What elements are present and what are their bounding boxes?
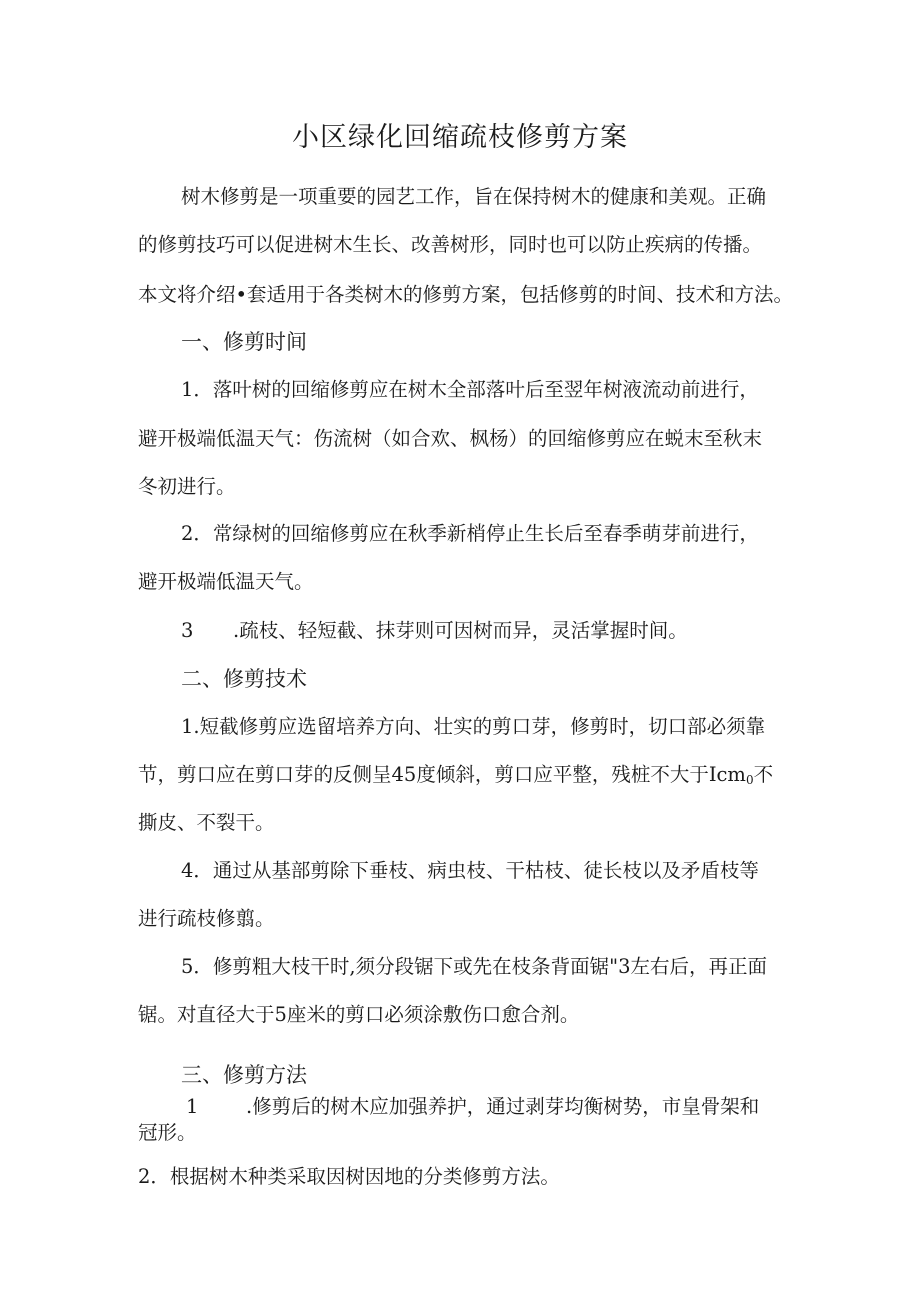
section-heading-technique: 二、修剪技术: [181, 667, 307, 691]
time-item-1-line: 冬初进行。: [138, 475, 236, 498]
time-item-3-number: 3: [181, 619, 194, 642]
time-item-2-line: 避开极端低温天气。: [138, 570, 314, 593]
time-item-1-line: 1．落叶树的回缩修剪应在树木全部落叶后至翌年树液流动前进行，: [181, 378, 759, 401]
intro-line: 的修剪技巧可以促进树木生长、改善树形，同时也可以防止疾病的传播。: [138, 233, 763, 256]
time-item-3-text: .疏枝、轻短截、抹芽则可因树而异，灵活掌握时间。: [233, 619, 688, 642]
technique-item-1-line: 1.短截修剪应选留培养方向、壮实的剪口芽，修剪时，切口部必须靠: [181, 715, 766, 738]
section-heading-method: 三、修剪方法: [181, 1063, 307, 1087]
document-title: 小区绿化回缩疏枝修剪方案: [292, 122, 628, 153]
section-heading-time: 一、修剪时间: [181, 330, 307, 354]
technique-item-4-line: 4．通过从基部剪除下垂枝、病虫枝、干枯枝、徒长枝以及矛盾枝等: [181, 859, 759, 882]
method-item-1-text: .修剪后的树木应加强养护，通过剥芽均衡树势，市皇骨架和: [246, 1095, 760, 1118]
method-item-2-line: 2．根据树木种类采取因树因地的分类修剪方法。: [138, 1165, 560, 1188]
technique-item-5-line: 锯。对直径大于5座米的剪口必须涂敷伤口愈合剂。: [138, 1003, 580, 1026]
time-item-2-line: 2．常绿树的回缩修剪应在秋季新梢停止生长后至春季萌芽前进行，: [181, 522, 759, 545]
intro-line: 本文将介绍•套适用于各类树木的修剪方案，包括修剪的时间、技术和方法。: [138, 283, 794, 306]
method-item-1-line: 冠形。: [138, 1121, 197, 1144]
intro-line: 树木修剪是一项重要的园艺工作，旨在保持树木的健康和美观。正确: [181, 185, 767, 208]
technique-item-1-line: 撕皮、不裂干。: [138, 811, 275, 834]
technique-item-1-text: 节，剪口应在剪口芽的反侧呈45度倾斜，剪口应平整，残桩不大于Icm: [138, 763, 746, 786]
technique-item-5-line: 5．修剪粗大枝干时,须分段锯下或先在枝条背面锯"3左右后，再正面: [181, 955, 767, 978]
subscript-zero: 0: [745, 773, 754, 787]
technique-item-1-text-end: 不: [753, 763, 774, 786]
technique-item-4-line: 进行疏枝修翦。: [138, 907, 275, 930]
time-item-1-line: 避开极端低温天气：伤流树（如合欢、枫杨）的回缩修剪应在蜕末至秋末: [138, 427, 763, 450]
method-item-1-number: 1: [186, 1095, 199, 1118]
technique-item-1-line: [138, 760, 773, 795]
